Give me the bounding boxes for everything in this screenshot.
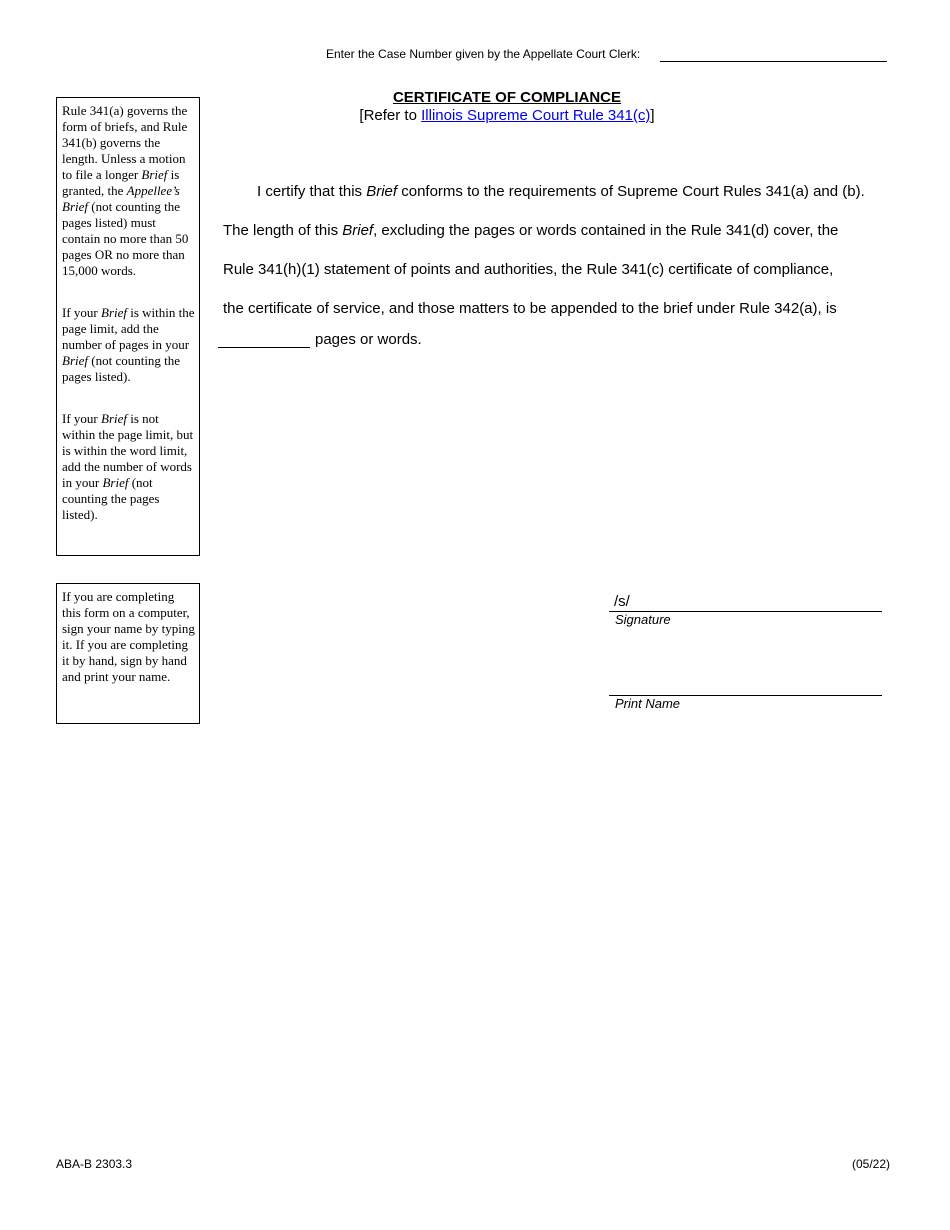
certification-line-4: the certificate of service, and those matters to be appended to the brief under Rule 342(a), is [223,300,837,317]
case-number-field[interactable] [660,61,887,62]
instruction-rule-341: Rule 341(a) governs the form of briefs, and Rule 341(b) governs the length. Unless a motion to file a longer Brief is granted, the Appellee’s Brief (not counting the pages listed) must contain no more than 50 pages OR no more than 15,000 words. [62,103,189,278]
certification-line-3: Rule 341(h)(1) statement of points and authorities, the Rule 341(c) certificate of compliance, [223,261,834,278]
pages-or-words-label: pages or words. [315,331,422,348]
certification-line-2: The length of this Brief, excluding the pages or words contained in the Rule 341(d) cover, the [223,222,839,239]
title-block [300,89,714,125]
print-name-label: Print Name [615,696,681,711]
certification-text [223,172,873,328]
instruction-page-limit: If your Brief is within the page limit, add the number of pages in your Brief (not counting the pages listed). [62,305,195,384]
instruction-word-limit: If your Brief is not within the page limit, but is within the word limit, add the number of words in your Brief (not counting the pages listed). [62,411,194,522]
count-row [218,330,422,348]
rule-341c-link[interactable]: Illinois Supreme Court Rule 341(c) [421,107,651,124]
certification-line-1: I certify that this Brief conforms to the requirements of Supreme Court Rules 341(a) and (b). [257,183,865,200]
signature-value: /s/ [614,593,630,610]
form-date: (05/22) [852,1157,891,1171]
instruction-sign: If you are completing this form on a computer, sign your name by typing it. If you are completing it by hand, sign by hand and print your name. [62,589,195,684]
case-number-label: Enter the Case Number given by the Appellate Court Clerk: [326,47,641,61]
signature-label: Signature [615,612,671,627]
form-id: ABA-B 2303.3 [56,1157,133,1171]
instructions-box-length [56,97,200,556]
rule-reference: [Refer to Illinois Supreme Court Rule 341(c)] [359,107,655,124]
count-field[interactable] [218,330,310,348]
instructions-box-signature [56,583,200,724]
page-title: CERTIFICATE OF COMPLIANCE [392,89,622,106]
